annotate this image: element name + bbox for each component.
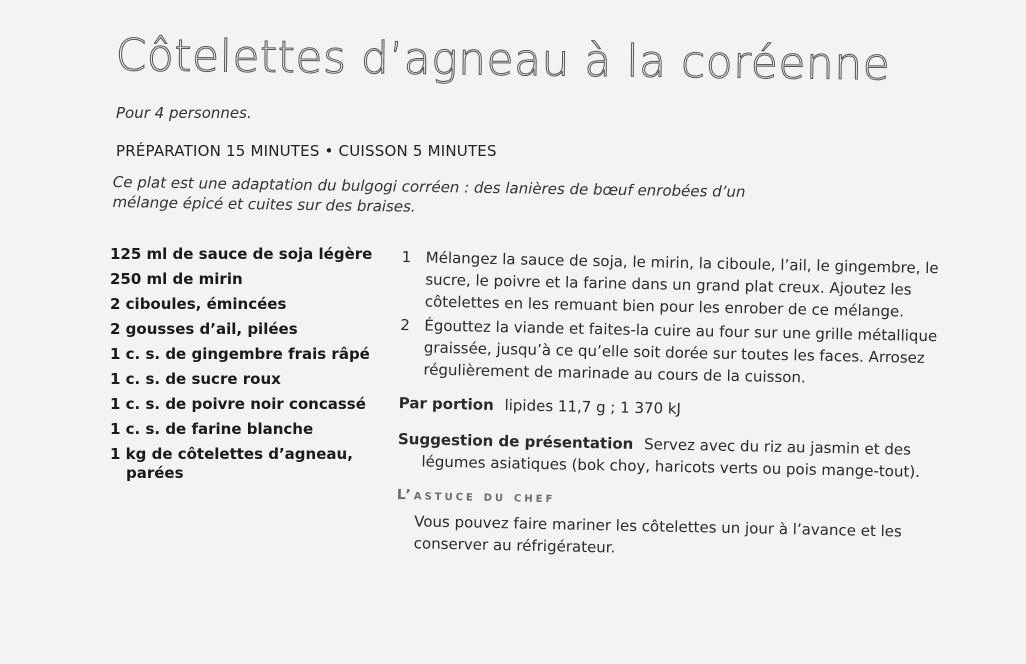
step-text: Mélangez la sauce de soja, le mirin, la ciboule, l’ail, le gingembre, le sucre, le poivre et la farine dans un grand plat creux. Ajoutez les côtelettes en les remuant bien pour les enrober de ce mélange. xyxy=(424,248,939,321)
method-step xyxy=(399,314,948,391)
recipe-intro: Ce plat est une adaptation du bulgogi corréen : des lanières de bœuf enrobées d’un mélange épicé et cuites sur des braises. xyxy=(112,172,746,216)
suggestion-text: Servez avec du riz au jasmin et des légumes asiatiques (bok choy, haricots verts ou pois mange-tout). xyxy=(421,435,921,481)
chef-tip-text: Vous pouvez faire mariner les côtelettes un jour à l’avance et les conserver au réfrigérateur. xyxy=(413,512,902,557)
step-text: Égouttez la viande et faites-la cuire au four sur une grille métallique graissée, jusqu’à ce qu’elle soit dorée sur toutes les faces. Arrosez régulièrement de marinade au cours de la cuisson. xyxy=(423,316,938,387)
ingredient-item-multiline xyxy=(110,445,400,483)
ingredient-item: 2 ciboules, émincées xyxy=(110,295,287,313)
step-number: 1 xyxy=(401,247,412,267)
ingredient-item: 250 ml de mirin xyxy=(110,270,243,288)
portion-label: Par portion xyxy=(398,393,494,414)
serving-suggestion xyxy=(397,428,946,483)
ingredient-item: 2 gousses d’ail, pilées xyxy=(110,320,298,338)
step-number: 2 xyxy=(400,315,411,335)
nutrition-per-portion xyxy=(398,392,946,425)
ingredient-item: 125 ml de sauce de soja légère xyxy=(110,245,373,263)
suggestion-label: Suggestion de présentation xyxy=(397,429,634,453)
prep-time: PRÉPARATION 15 MINUTES • CUISSON 5 MINUTES xyxy=(116,142,497,160)
ingredient-item: 1 kg de côtelettes d’agneau, xyxy=(110,445,353,463)
servings: Pour 4 personnes. xyxy=(116,104,252,122)
ingredient-item: 1 c. s. de sucre roux xyxy=(110,370,281,388)
ingredient-item: 1 c. s. de poivre noir concassé xyxy=(110,395,366,413)
chef-tip-heading: L’astuce du chef xyxy=(396,486,556,507)
ingredient-item: 1 c. s. de farine blanche xyxy=(110,420,314,438)
ingredient-list xyxy=(110,242,400,483)
method-column xyxy=(396,246,950,565)
method-step xyxy=(401,246,950,323)
recipe-title: Côtelettes d’agneau à la coréenne xyxy=(115,30,891,91)
ingredient-item-continuation: parées xyxy=(126,464,184,482)
ingredient-item: 1 c. s. de gingembre frais râpé xyxy=(110,345,370,363)
portion-value: lipides 11,7 g ; 1 370 kJ xyxy=(504,396,682,418)
